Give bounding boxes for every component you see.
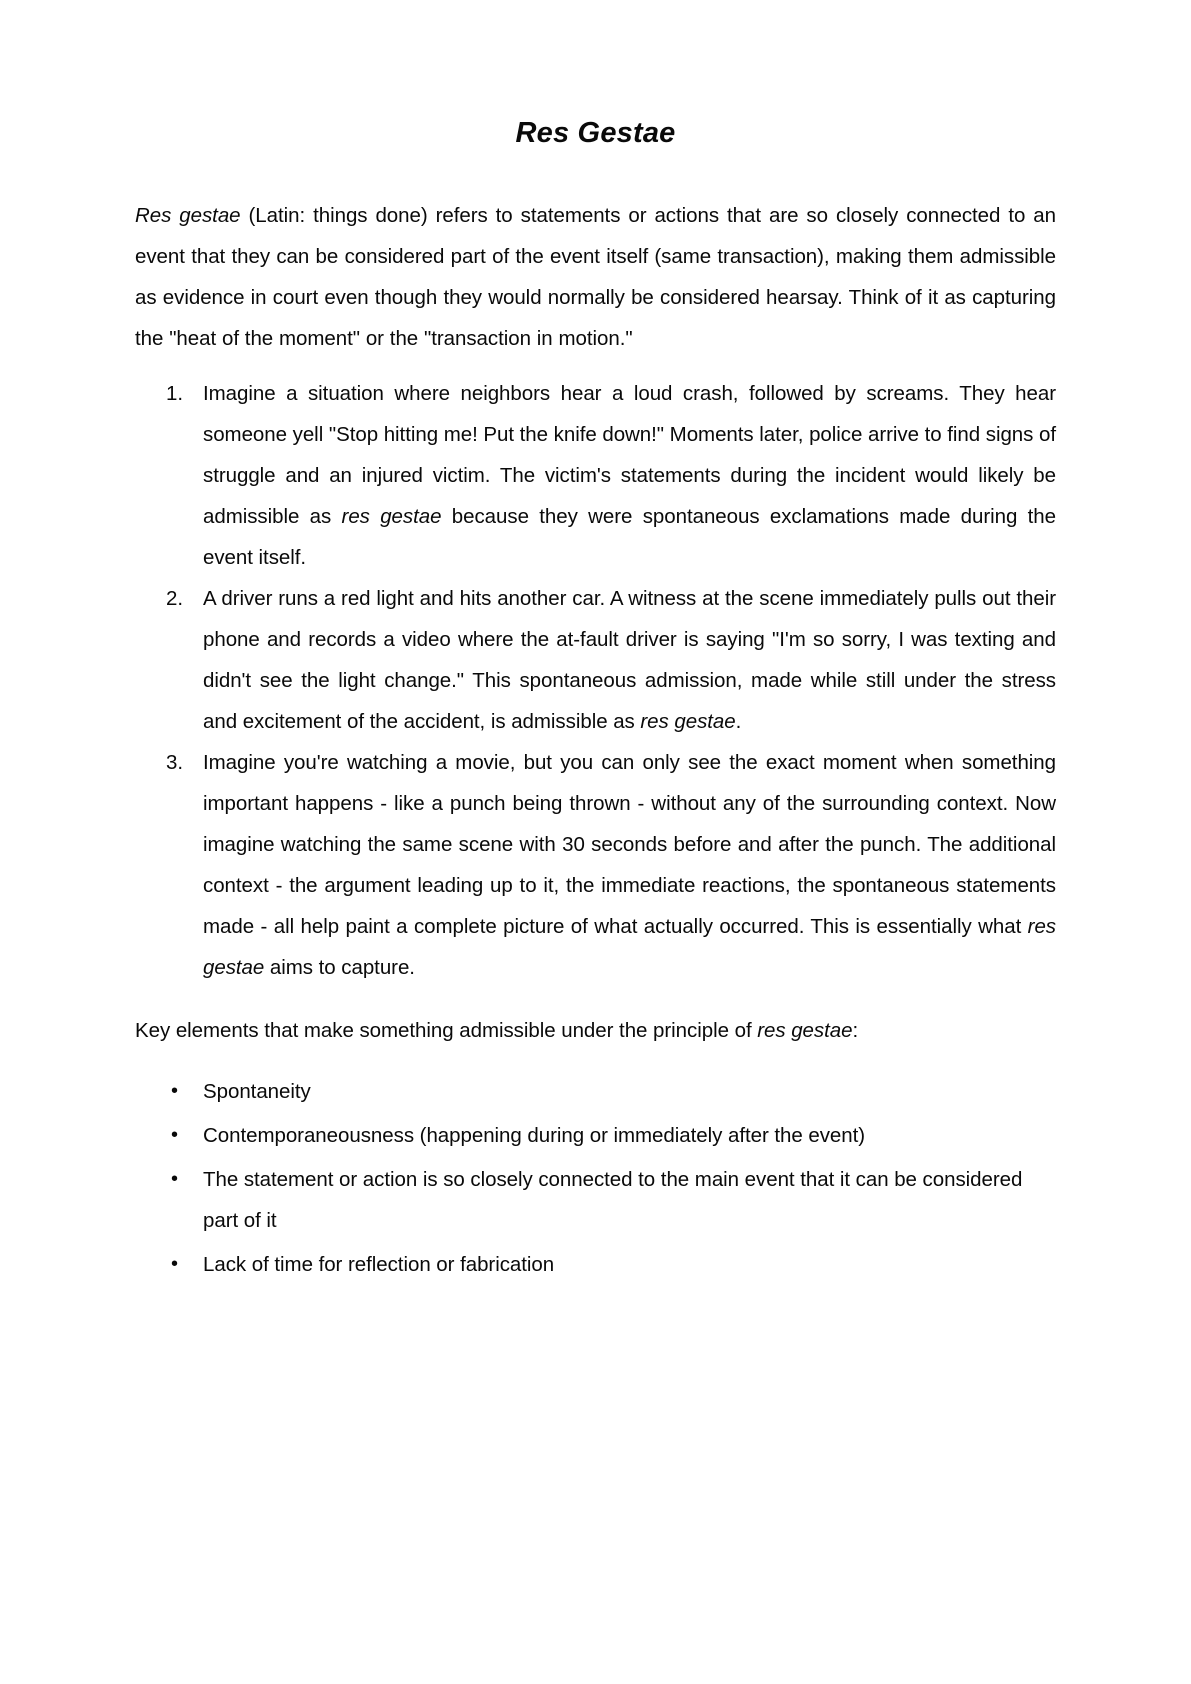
numbered-item-text-part1: A driver runs a red light and hits another car. A witness at the scene immediately pulls out their phone and records a video where the at-fault driver is saying "I'm so sorry, I was texting and didn't see the light change." This spontaneous admission, made while still under the stress and excitement of the accident, is admissible as — [203, 586, 1056, 733]
list-item — [135, 578, 1056, 742]
key-elements-text-part2: : — [852, 1018, 859, 1042]
numbered-item-italic-term: res gestae — [640, 709, 736, 733]
numbered-item-text-part2: because they were spontaneous exclamations made during the event itself. — [203, 504, 1056, 569]
page-title: Res Gestae — [515, 117, 676, 149]
list-item — [135, 742, 1056, 988]
key-elements-bullet-list — [135, 1071, 1056, 1285]
examples-numbered-list — [135, 373, 1056, 988]
list-item — [135, 373, 1056, 578]
list-item: • Contemporaneousness (happening during or immediately after the event) — [135, 1115, 1056, 1156]
key-elements-text-part1: Key elements that make something admissible under the principle of — [135, 1018, 758, 1042]
key-elements-intro — [135, 1010, 1056, 1051]
numbered-item-text-part2: . — [735, 709, 742, 733]
list-item: • Spontaneity — [135, 1071, 1056, 1112]
intro-body-text: (Latin: things done) refers to statements or actions that are so closely connected to an event that they can be considered part of the event itself (same transaction), making them admissible as evidence in court even though they would normally be considered hearsay. Think of it as capturing the "heat of the moment" or the "transaction in motion." — [135, 203, 1056, 350]
key-elements-italic-term: res gestae — [757, 1018, 853, 1042]
intro-paragraph — [135, 195, 1056, 359]
list-item: • The statement or action is so closely connected to the main event that it can be considered part of it — [135, 1159, 1056, 1241]
intro-lead-italic: Res gestae — [135, 203, 241, 227]
numbered-item-italic-term: res gestae — [203, 914, 1056, 979]
numbered-item-text-part2: aims to capture. — [264, 955, 415, 979]
numbered-item-text-part1: Imagine a situation where neighbors hear a loud crash, followed by screams. They hear someone yell "Stop hitting me! Put the knife down!" Moments later, police arrive to find signs of struggle and an injured victim. The victim's statements during the incident would likely be admissible as — [203, 381, 1056, 528]
numbered-item-text-part1: Imagine you're watching a movie, but you can only see the exact moment when something important happens - like a punch being thrown - without any of the surrounding context. Now imagine watching the same scene with 30 seconds before and after the punch. The additional context - the argument leading up to it, the immediate reactions, the spontaneous statements made - all help paint a complete picture of what actually occurred. This is essentially what — [203, 750, 1056, 938]
numbered-item-italic-term: res gestae — [341, 504, 442, 528]
list-item: • Lack of time for reflection or fabrication — [135, 1244, 1056, 1285]
